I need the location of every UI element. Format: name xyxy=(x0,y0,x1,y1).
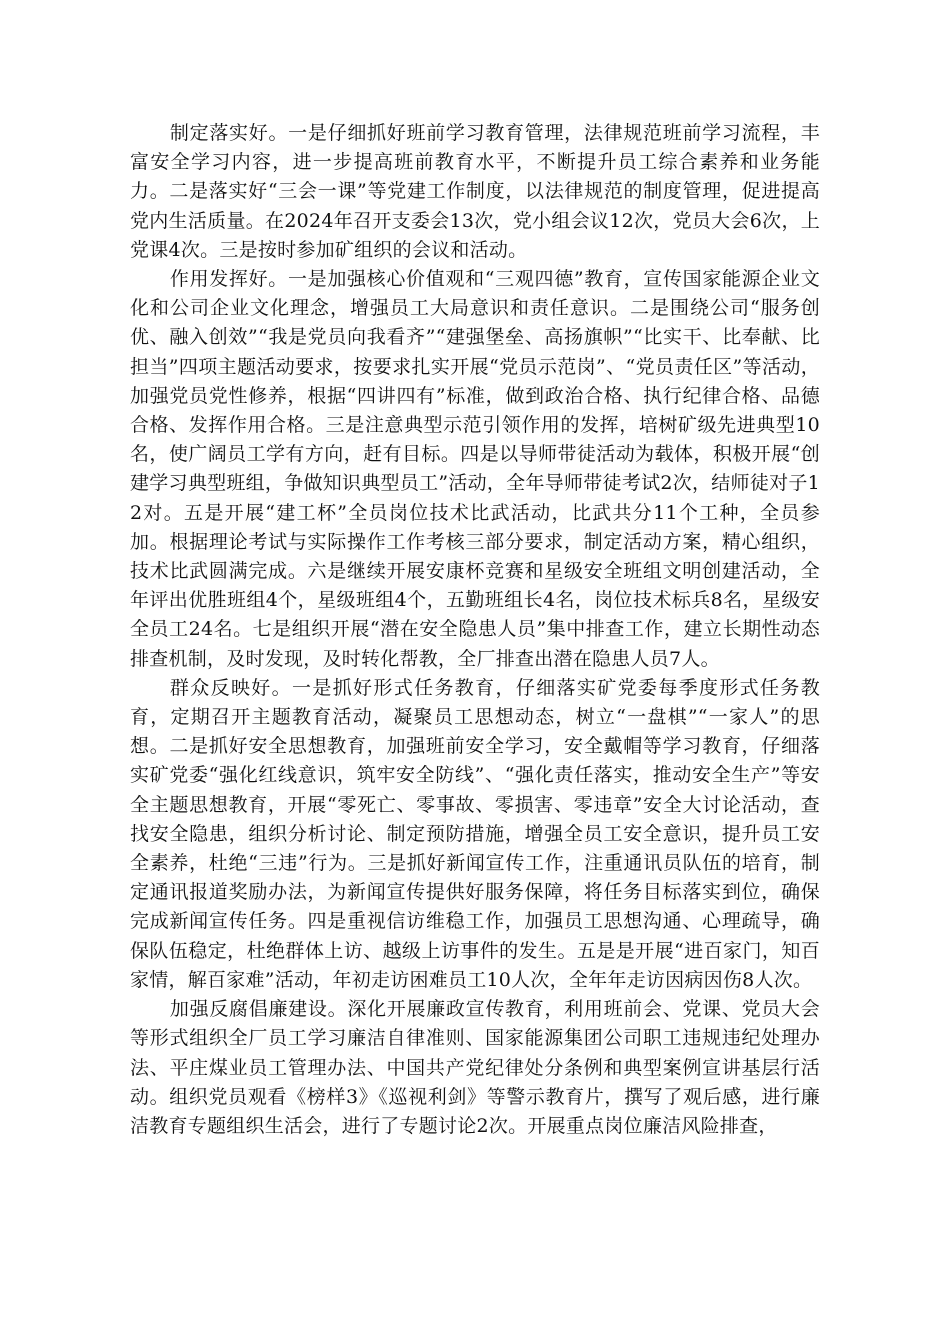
document-body xyxy=(130,119,820,1141)
paragraph-role-play: 作用发挥好。一是加强核心价值观和“三观四德”教育，宣传国家能源企业文化和公司企业文化理念，增强员工大局意识和责任意识。二是围绕公司“服务创优、融入创效”“我是党员向我看齐”“建强堡垒、高扬旗帜”“比实干、比奉献、比担当”四项主题活动要求，按要求扎实开展“党员示范岗”、“党员责任区”等活动，加强党员党性修养，根据“四讲四有”标准，做到政治合格、执行纪律合格、品德合格、发挥作用合格。三是注意典型示范引领作用的发挥，培树矿级先进典型10名，使广阔员工学有方向，赶有目标。四是以导师带徒活动为载体，积极开展“创建学习典型班组，争做知识典型员工”活动，全年导师带徒考试2次，结师徒对子12对。五是开展“建工杯”全员岗位技术比武活动，比武共分11个工种，全员参加。根据理论考试与实际操作工作考核三部分要求，制定活动方案，精心组织，技术比武圆满完成。六是继续开展安康杯竞赛和星级安全班组文明创建活动，全年评出优胜班组4个，星级班组4个，五勤班组长4名，岗位技术标兵8名，星级安全员工24名。七是组织开展“潜在安全隐患人员”集中排查工作，建立长期性动态排查机制，及时发现，及时转化帮教，全厂排查出潜在隐患人员7人。 xyxy=(130,268,820,670)
paragraph-implementation: 制定落实好。一是仔细抓好班前学习教育管理，法律规范班前学习流程，丰富安全学习内容，进一步提高班前教育水平，不断提升员工综合素养和业务能力。二是落实好“三会一课”等党建工作制度，以法律规范的制度管理，促进提高党内生活质量。在2024年召开支委会13次，党小组会议12次，党员大会6次，上党课4次。三是按时参加矿组织的会议和活动。 xyxy=(130,122,820,261)
paragraph-anti-corruption: 加强反腐倡廉建设。深化开展廉政宣传教育，利用班前会、党课、党员大会等形式组织全厂员工学习廉洁自律准则、国家能源集团公司职工违规违纪处理办法、平庄煤业员工管理办法、中国共产党纪律处分条例和典型案例宣讲基层行活动。组织党员观看《榜样3》《巡视利剑》等警示教育片，撰写了观后感，进行廉洁教育专题组织生活会，进行了专题讨论2次。开展重点岗位廉洁风险排查， xyxy=(130,998,820,1137)
paragraph-public-feedback: 群众反映好。一是抓好形式任务教育，仔细落实矿党委每季度形式任务教育，定期召开主题教育活动，凝聚员工思想动态，树立“一盘棋”“一家人”的思想。二是抓好安全思想教育，加强班前安全学习，安全戴帽等学习教育，仔细落实矿党委“强化红线意识，筑牢安全防线”、“强化责任落实，推动安全生产”等安全主题思想教育，开展“零死亡、零事故、零损害、零违章”安全大讨论活动，查找安全隐患，组织分析讨论、制定预防措施，增强全员工安全意识，提升员工安全素养，杜绝“三违”行为。三是抓好新闻宣传工作，注重通讯员队伍的培育，制定通讯报道奖励办法，为新闻宣传提供好服务保障，将任务目标落实到位，确保完成新闻宣传任务。四是重视信访维稳工作，加强员工思想沟通、心理疏导，确保队伍稳定，杜绝群体上访、越级上访事件的发生。五是是开展“进百家门，知百家情，解百家难”活动，年初走访困难员工10人次，全年年走访因病因伤8人次。 xyxy=(130,676,820,991)
